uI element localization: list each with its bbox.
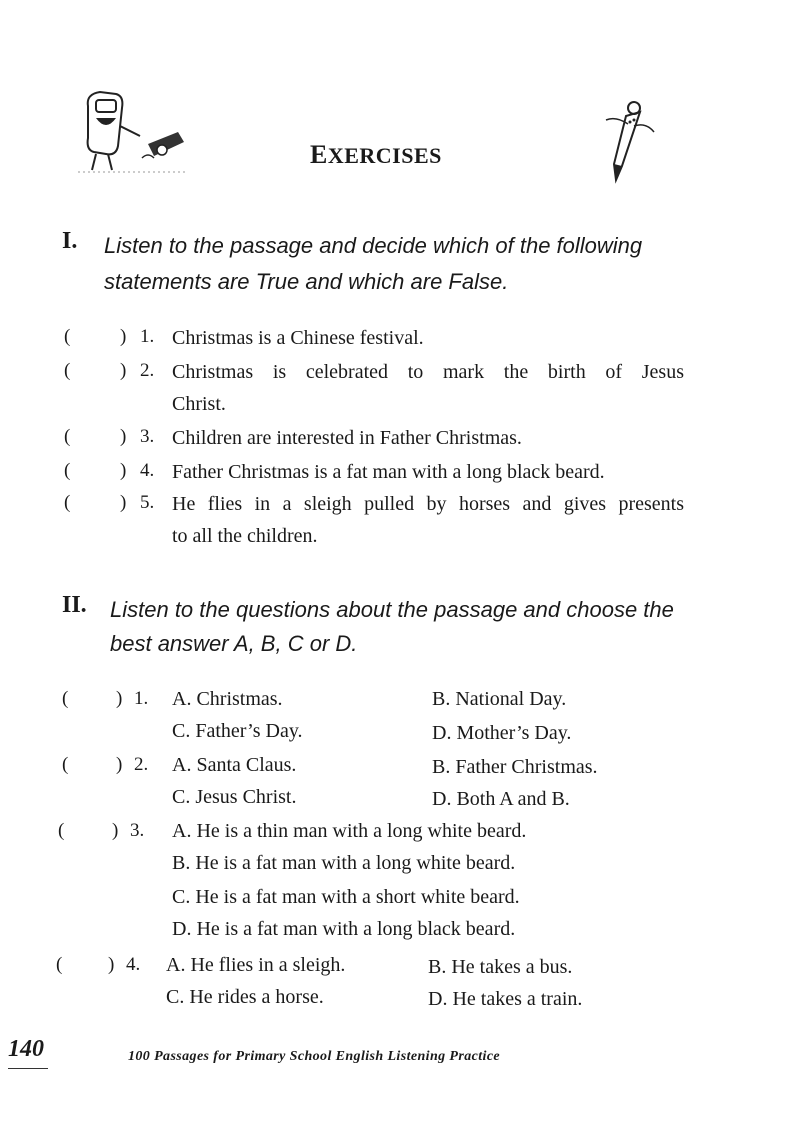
book-title-footer: 100 Passages for Primary School English Listening Practice	[128, 1049, 501, 1064]
question-number: 2.	[134, 754, 149, 775]
answer-blank-open[interactable]: (	[62, 688, 69, 709]
question-number: 3.	[130, 820, 145, 841]
option-c[interactable]: C. Jesus Christ.	[172, 786, 297, 808]
answer-blank-close: )	[116, 688, 123, 709]
question-number: 4.	[126, 954, 141, 975]
page-number: 140	[8, 1036, 44, 1062]
option-b[interactable]: B. He takes a bus.	[428, 956, 573, 978]
section-1-instruction-line-2: statements are True and which are False.	[104, 269, 509, 294]
section-2-number: II.	[62, 592, 87, 618]
answer-blank-close: )	[112, 820, 119, 841]
option-b[interactable]: B. He is a fat man with a long white beard.	[172, 852, 516, 874]
option-c[interactable]: C. He is a fat man with a short white beard.	[172, 886, 520, 908]
answer-blank-close: )	[120, 492, 127, 513]
page-number-underline	[8, 1068, 48, 1069]
answer-blank-close: )	[116, 754, 123, 775]
option-b[interactable]: B. Father Christmas.	[432, 756, 598, 778]
statement-number: 1.	[140, 326, 155, 347]
section-1-number: I.	[62, 228, 78, 254]
answer-blank-close: )	[108, 954, 115, 975]
option-d[interactable]: D. Both A and B.	[432, 788, 570, 810]
question-number: 1.	[134, 688, 149, 709]
option-d[interactable]: D. Mother’s Day.	[432, 722, 572, 744]
answer-blank-open[interactable]: (	[58, 820, 65, 841]
statement-text: He flies in a sleigh pulled by horses and gives presents	[172, 493, 684, 515]
answer-blank-open[interactable]: (	[64, 460, 71, 481]
option-d[interactable]: D. He takes a train.	[428, 988, 583, 1010]
answer-blank-open[interactable]: (	[64, 360, 71, 381]
answer-blank-open[interactable]: (	[64, 492, 71, 513]
option-a[interactable]: A. He is a thin man with a long white beard.	[172, 820, 527, 842]
section-2-instruction-line-1: Listen to the questions about the passage and choose the	[110, 597, 674, 622]
option-a[interactable]: A. He flies in a sleigh.	[166, 954, 346, 976]
pencil-character-illustration	[596, 96, 666, 186]
section-2-instruction-line-2: best answer A, B, C or D.	[110, 631, 358, 656]
answer-blank-close: )	[120, 426, 127, 447]
option-d[interactable]: D. He is a fat man with a long black beard.	[172, 918, 516, 940]
statement-number: 2.	[140, 360, 155, 381]
statement-number: 5.	[140, 492, 155, 513]
statement-text: Father Christmas is a fat man with a long black beard.	[172, 461, 605, 483]
statement-text: Christmas is celebrated to mark the birth of Jesus	[172, 361, 684, 383]
option-a[interactable]: A. Santa Claus.	[172, 754, 297, 776]
answer-blank-open[interactable]: (	[56, 954, 63, 975]
exercises-title: EXERCISES	[310, 140, 442, 169]
answer-blank-close: )	[120, 460, 127, 481]
statement-number: 3.	[140, 426, 155, 447]
statement-text: Christmas is a Chinese festival.	[172, 327, 424, 349]
section-1-instruction-line-1: Listen to the passage and decide which of the following	[104, 233, 643, 258]
option-c[interactable]: C. He rides a horse.	[166, 986, 324, 1008]
option-c[interactable]: C. Father’s Day.	[172, 720, 303, 742]
statement-text: Children are interested in Father Christmas.	[172, 427, 522, 449]
option-b[interactable]: B. National Day.	[432, 688, 567, 710]
statement-text-continued: to all the children.	[172, 525, 318, 547]
answer-blank-open[interactable]: (	[62, 754, 69, 775]
answer-blank-close: )	[120, 326, 127, 347]
option-a[interactable]: A. Christmas.	[172, 688, 283, 710]
answer-blank-close: )	[120, 360, 127, 381]
answer-blank-open[interactable]: (	[64, 326, 71, 347]
statement-number: 4.	[140, 460, 155, 481]
cartoon-character-illustration	[78, 86, 198, 176]
answer-blank-open[interactable]: (	[64, 426, 71, 447]
statement-text-continued: Christ.	[172, 393, 226, 415]
